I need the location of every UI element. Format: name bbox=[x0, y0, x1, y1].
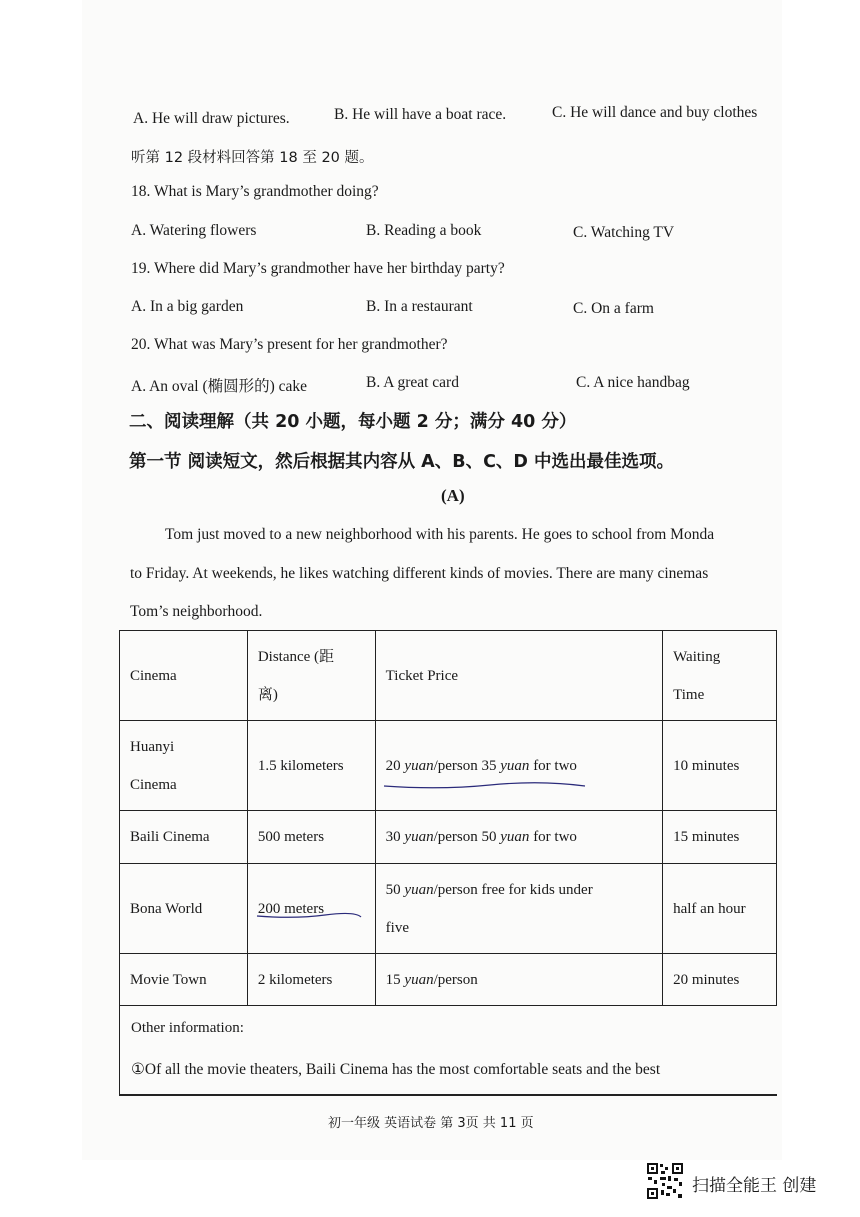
header-ticket-price: Ticket Price bbox=[375, 631, 662, 721]
cinema-waiting-time: 10 minutes bbox=[663, 721, 777, 811]
price-unit: yuan bbox=[404, 757, 434, 774]
price-part: for two bbox=[529, 829, 577, 845]
cinema-waiting-time: 20 minutes bbox=[663, 954, 777, 1006]
table-row bbox=[120, 721, 777, 811]
cinema-distance: 200 meters bbox=[247, 864, 375, 954]
q18-option-c: C. Watching TV bbox=[573, 224, 675, 241]
cinema-price bbox=[375, 864, 662, 954]
cinema-distance: 1.5 kilometers bbox=[247, 721, 375, 811]
cinema-name: Baili Cinema bbox=[120, 811, 248, 864]
table-row bbox=[120, 954, 777, 1006]
q20-option-c: C. A nice handbag bbox=[576, 374, 690, 391]
q17-option-b: B. He will have a boat race. bbox=[334, 106, 507, 123]
q18-question: 18. What is Mary’s grandmother doing? bbox=[131, 183, 379, 200]
price-part: 50 bbox=[385, 881, 405, 898]
cinema-price bbox=[375, 954, 662, 1006]
q20-option-a: A. An oval (椭圆形的) cake bbox=[131, 378, 308, 395]
passage-line-2: to Friday. At weekends, he likes watching different kinds of movies. There are many cinemas bbox=[130, 565, 709, 582]
scanner-watermark-text: 扫描全能王 创建 bbox=[692, 1176, 817, 1196]
price-unit: yuan bbox=[500, 757, 530, 774]
price-part: /person 35 bbox=[433, 757, 501, 774]
cinema-name: Bona World bbox=[120, 864, 248, 954]
cinema-name-line-2: Cinema bbox=[130, 776, 177, 793]
price-part: /person free for kids under bbox=[433, 881, 593, 898]
cinema-name-line-1: Huanyi bbox=[130, 738, 175, 755]
header-cinema: Cinema bbox=[120, 631, 248, 721]
listening-section-note: 听第 12 段材料回答第 18 至 20 题。 bbox=[131, 150, 374, 166]
qr-code-icon bbox=[646, 1162, 684, 1200]
passage-line-1: Tom just moved to a new neighborhood with his parents. He goes to school from Monda bbox=[165, 526, 715, 543]
q19-option-c: C. On a farm bbox=[573, 300, 654, 317]
header-waiting-line-2: Time bbox=[673, 686, 705, 703]
q18-option-a: A. Watering flowers bbox=[131, 222, 257, 239]
part2-heading: 二、阅读理解（共 20 小题，每小题 2 分；满分 40 分） bbox=[129, 412, 577, 432]
pen-underline-mark bbox=[380, 780, 590, 792]
cinema-name: Movie Town bbox=[120, 954, 248, 1006]
price-part: for two bbox=[529, 757, 577, 774]
price-part: five bbox=[385, 919, 409, 936]
cinema-price bbox=[375, 721, 662, 811]
price-part: 20 bbox=[385, 757, 405, 774]
price-part: /person 50 bbox=[433, 829, 501, 845]
price-unit: yuan bbox=[500, 829, 530, 845]
price-part: /person bbox=[433, 971, 478, 988]
cinema-price bbox=[375, 811, 662, 864]
price-part: 15 bbox=[385, 971, 405, 988]
pen-underline-mark bbox=[255, 908, 365, 924]
q17-option-c: C. He will dance and buy clothes bbox=[552, 104, 758, 121]
header-distance-line-1: Distance (距 bbox=[257, 648, 335, 665]
cinema-waiting-time: half an hour bbox=[663, 864, 777, 954]
q19-option-a: A. In a big garden bbox=[131, 298, 244, 315]
cinema-distance: 500 meters bbox=[247, 811, 375, 864]
q20-question: 20. What was Mary’s present for her grandmother? bbox=[131, 336, 448, 353]
cinema-distance: 2 kilometers bbox=[247, 954, 375, 1006]
passage-label: (A) bbox=[441, 486, 465, 505]
price-unit: yuan bbox=[404, 829, 434, 845]
other-information-item-1: ①Of all the movie theaters, Baili Cinema has the most comfortable seats and the best bbox=[131, 1061, 661, 1078]
price-part: 30 bbox=[385, 829, 405, 845]
cinema-table bbox=[119, 630, 777, 1006]
q17-option-a: A. He will draw pictures. bbox=[133, 110, 290, 127]
q20-option-b: B. A great card bbox=[366, 374, 459, 391]
header-distance bbox=[247, 631, 375, 721]
price-unit: yuan bbox=[404, 881, 434, 898]
page-footer: 初一年级 英语试卷 第 3页 共 11 页 bbox=[328, 1116, 534, 1131]
price-unit: yuan bbox=[404, 971, 434, 988]
passage-line-3: Tom’s neighborhood. bbox=[130, 603, 263, 620]
section1-heading: 第一节 阅读短文，然后根据其内容从 A、B、C、D 中选出最佳选项。 bbox=[129, 452, 675, 472]
q19-option-b: B. In a restaurant bbox=[366, 298, 473, 315]
other-information-label: Other information: bbox=[131, 1020, 244, 1036]
q18-option-b: B. Reading a book bbox=[366, 222, 482, 239]
q19-question: 19. Where did Mary’s grandmother have her birthday party? bbox=[131, 260, 505, 277]
table-row bbox=[120, 811, 777, 864]
table-header-row bbox=[120, 631, 777, 721]
cinema-name bbox=[120, 721, 248, 811]
other-information-box bbox=[119, 1004, 777, 1096]
header-waiting-time bbox=[663, 631, 777, 721]
header-distance-line-2: 离) bbox=[257, 686, 278, 703]
header-waiting-line-1: Waiting bbox=[673, 648, 721, 665]
cinema-waiting-time: 15 minutes bbox=[663, 811, 777, 864]
table-row bbox=[120, 864, 777, 954]
